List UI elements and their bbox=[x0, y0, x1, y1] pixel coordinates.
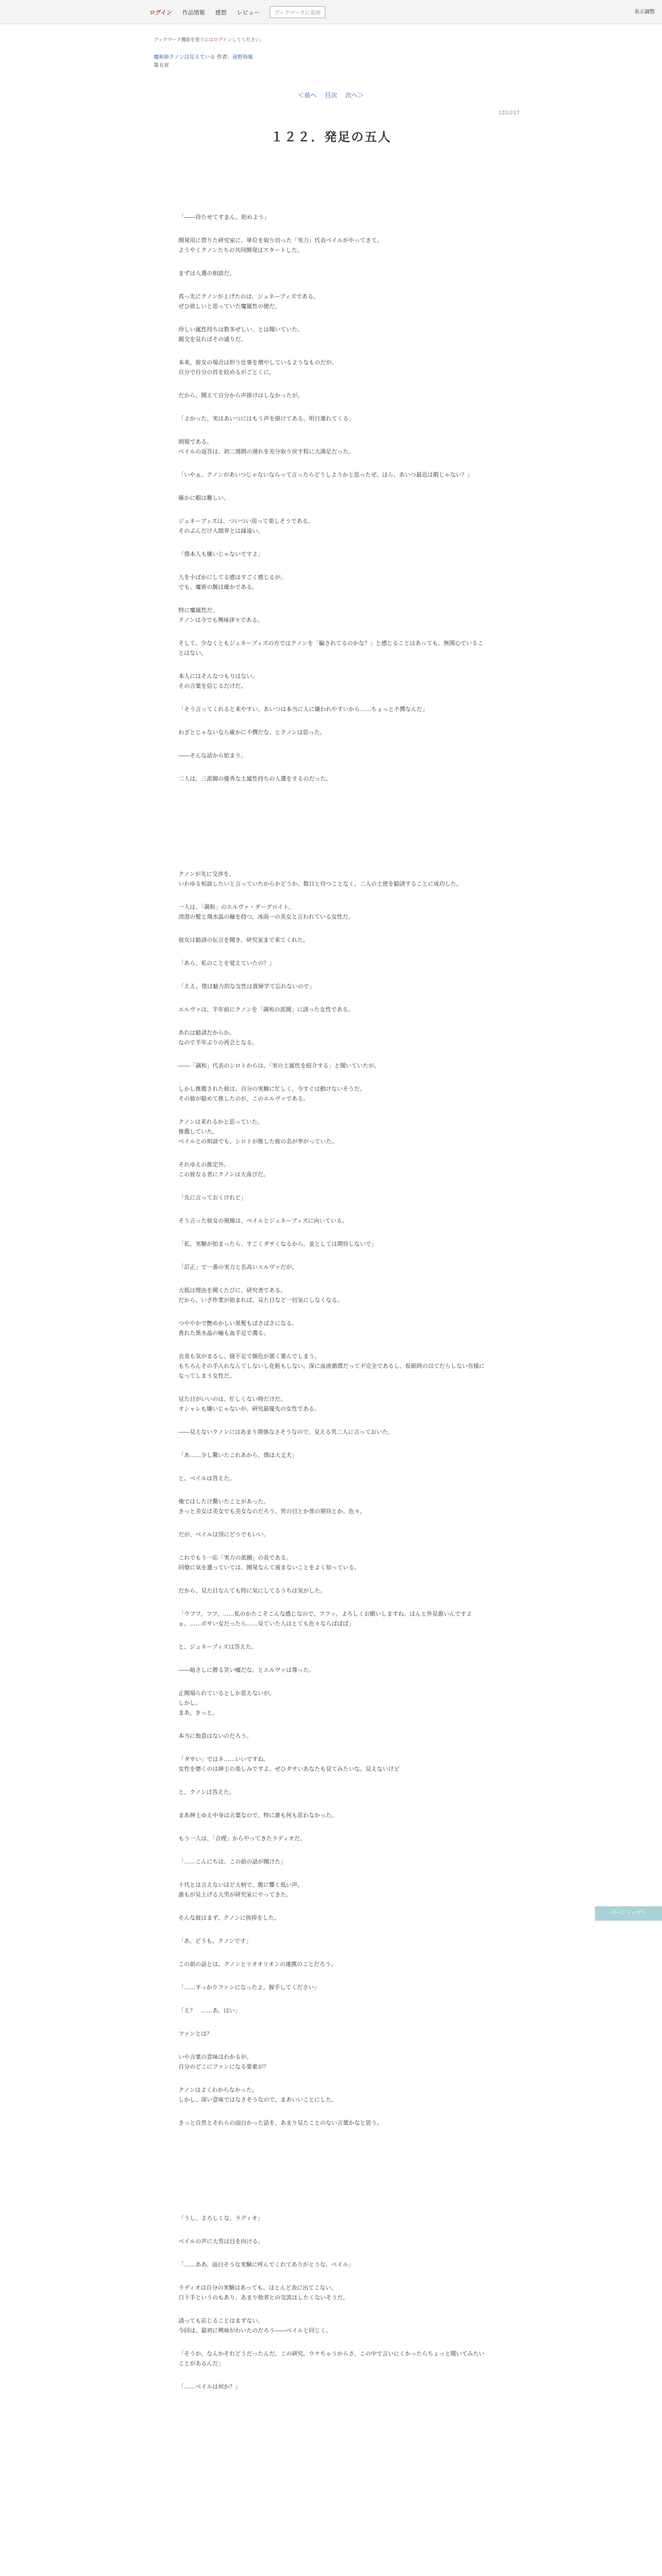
paragraph: 朗報である。 ベイルの返答は、初二週間の遅れを充分取り戻す程に大満足だった。 bbox=[178, 438, 354, 455]
paragraph: あれは勧誘だからか。 なので半年ぶりの再会となる。 bbox=[178, 1029, 258, 1046]
paragraph: そう言った彼女の視線は、ベイルとジュネーブィズに向いている。 bbox=[178, 1217, 348, 1224]
paragraph: クノンが先に交渉を。 いわゆる相談したいと言っていたからかどうか。数日と待つことなく、二人の土使を勧誘することに成功した。 bbox=[178, 871, 462, 887]
paragraph: 本来、彼女の場合は担う仕事を増やしているようなものだが。 自分で自分の首を絞めるがごとくに。 bbox=[178, 359, 337, 376]
paragraph: エルヴァは、半年前にクノンを「調和の派閥」に誘った女性である。 bbox=[178, 1006, 354, 1013]
paragraph: 大抵は理由を聞くたびに、研究者である。 だから、いざ作業が始まれば、見た目など一切気にしなくなる。 bbox=[178, 1287, 343, 1303]
novel-body bbox=[178, 212, 486, 2405]
author-label: 作者： bbox=[217, 55, 233, 60]
nav-item-review[interactable]: レビュー bbox=[237, 9, 260, 16]
paragraph: と、クノンは答えた。 bbox=[178, 1789, 235, 1795]
paragraph: だから、見た目なんても特に気にしてるうちは気がした。 bbox=[178, 1587, 326, 1594]
paragraph: そんな彼はまず、クノンに挨拶をした。 bbox=[178, 1914, 280, 1921]
paragraph: ベイルの声に大男は目を向ける。 bbox=[178, 2238, 263, 2245]
paragraph: 真っ先にクノンが上げたのは、ジュネーブィズである。 ぜひ欲しいと思っていた魔属性の使だ。 bbox=[178, 293, 319, 310]
top-nav bbox=[150, 6, 325, 18]
paragraph: 「……すっかりファンになったよ。握手してください」 bbox=[178, 1984, 320, 1991]
paragraph: 「そう言ってくれると来やすい。あいつは本当に人に嫌われやすいから……ちょっと不憫なんだ」 bbox=[178, 706, 428, 713]
paragraph: 俺ではしたけ驚いたことがあった。 きっと美女は美女でも美女なのだろう。男の目とか普の期待とか。色々。 bbox=[178, 1498, 366, 1515]
paragraph: と、ジュネーブィズは答えた。 bbox=[178, 1643, 257, 1650]
next-link[interactable]: 次へ＞ bbox=[345, 92, 364, 99]
toc-link[interactable]: 目次 bbox=[324, 92, 337, 99]
paragraph: 「私、実験が始まったら、すごくダサくなるから。並としては期待しないで」 bbox=[178, 1241, 377, 1247]
scene-break bbox=[178, 2141, 486, 2213]
paragraph: 「僕本人も嫌いじゃないですよ」 bbox=[178, 551, 263, 557]
paragraph: 「あら、私のことを覚えていたの？」 bbox=[178, 960, 275, 967]
paragraph: 誘っても応じることはまずない。 今回は、最初に興味がわいたのだろう――ベイルと同じく。 bbox=[178, 2317, 332, 2334]
paragraph: そして、少なくともジュネーブィズの方ではクノンを「騙されてるのかな？」と感じることはあっても、無関心でいることはない。 bbox=[178, 640, 484, 656]
paragraph: と、ベイルは答えた。 bbox=[178, 1475, 235, 1482]
paragraph: ジュネーブィズは、ついつい用って楽しそうである。 そのぶんだけ人間界とは縁遠い。 bbox=[178, 518, 314, 534]
login-link[interactable]: ログイン bbox=[150, 9, 172, 16]
paragraph: だが、ベイルは別にどうでもいい。 bbox=[178, 1531, 269, 1538]
paragraph: これでもう一応「実力の派閥」の長である。 同僚に気を遣っていては、開発なんて遠まないことをよく知っている。 bbox=[178, 1554, 360, 1571]
paragraph: 「そうか、なんかそれどうだったんだ。この研究。ウケちゃうからさ、この中で言いにくかったらちょっと聞いてみたいことがあるんだ」 bbox=[178, 2350, 485, 2367]
paragraph: しかし推薦された彼は、自分の実験に忙しく、今すぐは動けないそうだ。 その彼が勧めて推したのが、このエルヴァである。 bbox=[178, 1086, 366, 1102]
paragraph: それゆえの推定外。 この彼なる者にクノンは大喜びだ。 bbox=[178, 1161, 269, 1178]
paragraph: 「……ああ、面白そうな実験に呼んでくれてありがとうな、ベイル」 bbox=[178, 2261, 354, 2268]
paragraph: 十代とは言えないほど大柄で、腹に響く低い声。 誰もが見上げる大男が研究室にやってきた。 bbox=[178, 1882, 303, 1898]
nav-item-info[interactable]: 作品情報 bbox=[182, 9, 205, 16]
paragraph: 特に魔属性だ。 クノンは今でも興味津々である。 bbox=[178, 607, 263, 623]
paragraph: 「あ……少し驚いたこれあから、僕は大丈夫」 bbox=[178, 1452, 297, 1459]
login-notice bbox=[154, 36, 264, 43]
paragraph: ――暗さしに勝る笑い嘘だな、とエルヴァは尊った。 bbox=[178, 1667, 315, 1673]
paragraph: 衣食も気がまるし、寝不足で顔色が悪く萎んでしまう。 もちろんその手入れなんてしないし化粧もしない。深に血液循環だって不完全であるし、仮眠時の以てだらしない有様になってしまう女性だ。 bbox=[178, 1353, 485, 1379]
paragraph: ――そんな話から始まり。 bbox=[178, 752, 246, 759]
paragraph: 本人にはそんなつもりはない。 その言葉を信じるだけだ。 bbox=[178, 673, 258, 689]
paragraph: いや言葉の意味はわかるが。 自分のどこにファンになる要素が？ bbox=[178, 2054, 269, 2070]
paragraph: 「訂正」で一番の実力と名高いエルヴァだが。 bbox=[178, 1264, 297, 1270]
breadcrumb bbox=[154, 54, 253, 70]
paragraph: ――「調和」代表のシロトからは、「実の土属性を紹介する」と聞いていたが。 bbox=[178, 1062, 380, 1069]
paragraph: 「ダサい」ではネ……いいですね。 女性を磨くのは紳士の楽しみですよ。ぜひダサいあなたも見てみたいな。見えないけど bbox=[178, 1756, 400, 1772]
paragraph: ラディオは自分の実験はあっても、ほとんど表に出てこない。 口下手というのもあり、あまり他者との交流はしたくないそうだ。 bbox=[178, 2284, 349, 2301]
notice-login-link[interactable]: ログイン bbox=[213, 38, 232, 43]
paragraph: クノンはよくわからなかった。 しかし、深い意味ではなさそうなので、まあいいことにした。 bbox=[178, 2087, 337, 2103]
paragraph: もう一人は、「合理」からやってきたラディオだ。 bbox=[178, 1835, 306, 1842]
paragraph: つややかで艶めかしい黒髪もぱさぱさになる。 香れた黒水晶の瞳も血手足で濁る。 bbox=[178, 1320, 297, 1336]
paragraph: 本当に他意はないのだろう。 bbox=[178, 1733, 252, 1739]
paragraph: ファンとは？ bbox=[178, 2030, 212, 2037]
paragraph: 「……ベイルは何か？」 bbox=[178, 2383, 241, 2390]
paragraph: 「ええ。僕は魅力的な女性は貴婦学て忘れないので」 bbox=[178, 983, 315, 990]
paragraph: 「あ、どうも。クノンです」 bbox=[178, 1938, 252, 1944]
paragraph: 確かに暇は難しい。 bbox=[178, 495, 229, 501]
chapter-name: 第五章 bbox=[154, 63, 169, 69]
paragraph: 一人は、「調和」のエルヴァ・ダーグロイト。 清澄の髪と飛水晶の瞳を持つ、冰雨一の美女と言われている女性だ。 bbox=[178, 904, 354, 920]
nav-item-comments[interactable]: 感想 bbox=[215, 9, 227, 16]
paragraph: 「いやぁ、クノンがあいつじゃないならって言ったらどうしようかと思ったぜ。ほら、あいつ最近は暇じゃない？」 bbox=[178, 471, 473, 478]
paragraph: 「ウフフ。フフ。……私のかたこそこんな感じなので、フフッ。よろしくお願いしますね。ほんと外見悪いんですよぉ。……ボサい女だったら……見ていた人はとても色々ならばばば」 bbox=[178, 1611, 472, 1627]
paragraph: だから、聞えて自分から声掛けはしなかったが。 bbox=[178, 392, 303, 399]
display-settings-link[interactable]: 表示調整 bbox=[634, 9, 655, 15]
bookmark-button[interactable]: ブックマークに追加 bbox=[270, 6, 325, 18]
paragraph: ――見えないクノンにはあまり関係なさそうなので、見える男二人に言っておいた。 bbox=[178, 1429, 394, 1435]
author-link[interactable]: 南野海風 bbox=[232, 55, 253, 60]
paragraph: 「――待たせてすまん。始めよう」 bbox=[178, 214, 270, 221]
paragraph: 「先に言っておくけれど」 bbox=[178, 1194, 246, 1201]
paragraph: クノンは来れるかと思っていた。 推薦していた。 ベイルとの相談でも、シロトが推した彼の名が挙がっていた。 bbox=[178, 1118, 337, 1145]
paragraph: 「え？ ……あ、はい」 bbox=[178, 2007, 241, 2014]
prev-link[interactable]: ＜前へ bbox=[298, 92, 317, 99]
notice-post: してください。 bbox=[231, 38, 264, 43]
scene-break bbox=[178, 797, 486, 869]
paragraph: きっと自然とそれらの面白かった話を、あまり見たことのない言葉かなと思う。 bbox=[178, 2120, 383, 2126]
top-bar bbox=[0, 0, 662, 24]
page-number: 122/217 bbox=[498, 110, 520, 116]
paragraph: 彼女は勧誘の伝言を聞き、研究室まで来てくれた。 bbox=[178, 937, 309, 943]
paragraph: 二人は、三派閥の優秀な土属性持ちの人選をするのだった。 bbox=[178, 775, 332, 782]
paragraph: わざとじゃないなら確かに不憫だな、とクノンは思った。 bbox=[178, 729, 326, 736]
paragraph: この前の話とは、クノンとリオオリオンの連携のことだろう。 bbox=[178, 1961, 337, 1968]
paragraph: まあ紳士ゆえ中身は言葉なので、特に誰も何も思わなかった。 bbox=[178, 1812, 337, 1819]
paragraph: 「……こんにちは。この前の話が聞けた」 bbox=[178, 1858, 286, 1865]
page-top-button[interactable]: ページトップへ bbox=[595, 1906, 662, 1921]
paragraph: 見た目がいいのは、忙しくない時だけだ。 オシャレも嫌いじゃないが、研究最優先の女性である。 bbox=[178, 1396, 320, 1412]
paragraph: 珍しい属性持ちは数多ぜしい、とは聞いていた。 親交を見ればその通りだ。 bbox=[178, 326, 303, 343]
paragraph: 「うし、よろしくな、ラディオ」 bbox=[178, 2215, 263, 2222]
paragraph: 正開場られているとしか思えないが。 しかし。 まあ、きっと。 bbox=[178, 1690, 275, 1716]
paragraph: 人を小ばかにしてる感はすごく感じるが。 でも、魔術の腕は確かである。 bbox=[178, 574, 286, 590]
pager bbox=[0, 91, 662, 99]
paragraph: まずは人選の相談だ。 bbox=[178, 270, 235, 277]
paragraph: 「よかった。実はあいつにはもう声を掛けてある。明日連れてくる」 bbox=[178, 415, 354, 422]
paragraph: 開発用に借りた研究室に、単位を取り切った「実力」代表ベイルがやってきて、 ようやくクノンたちの共同開発はスタートした。 bbox=[178, 237, 383, 253]
notice-pre: ブックマーク機能を使うには bbox=[154, 38, 214, 43]
episode-title: １２２．発足の五人 bbox=[271, 130, 391, 144]
novel-title-link[interactable]: 魔術師クノンは見えている bbox=[154, 55, 216, 60]
